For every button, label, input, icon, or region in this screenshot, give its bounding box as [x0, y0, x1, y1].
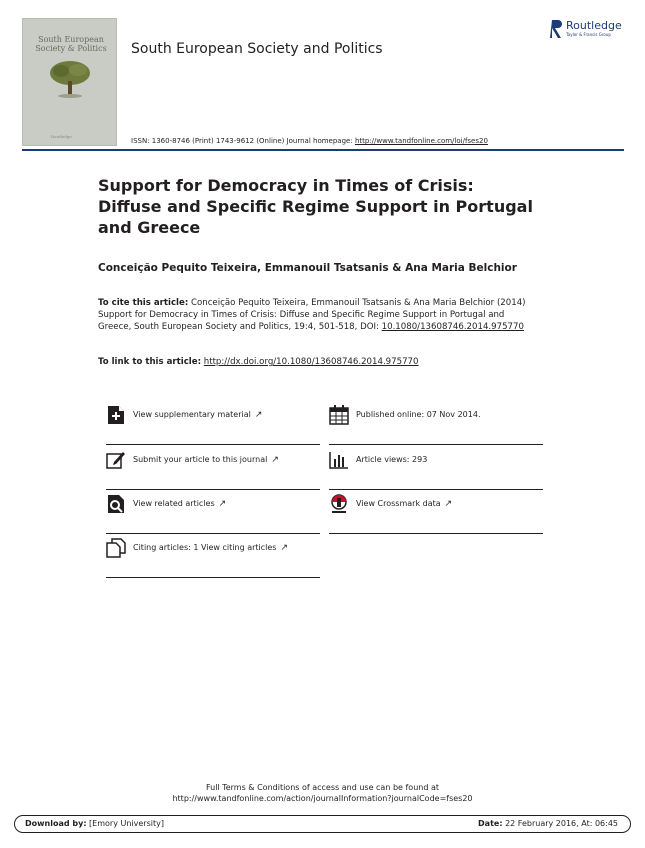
row-divider	[106, 577, 320, 578]
external-link-icon: ↗	[280, 543, 288, 553]
row-divider	[106, 444, 320, 445]
documents-icon	[106, 538, 126, 558]
bar-chart-icon	[329, 450, 349, 470]
submit-article[interactable]	[106, 450, 320, 490]
terms-notice	[0, 782, 645, 804]
views-label: Article views: 293	[356, 455, 428, 464]
calendar-icon	[329, 405, 349, 425]
publisher-logo[interactable]	[550, 18, 630, 42]
view-supplementary-material[interactable]	[106, 405, 320, 445]
related-label	[133, 499, 226, 509]
row-divider	[106, 489, 320, 490]
published-label: Published online: 07 Nov 2014.	[356, 410, 481, 419]
cite-label: To cite this article:	[98, 298, 189, 308]
view-related-articles[interactable]	[106, 494, 320, 534]
publisher-tagline: Taylor & Francis Group	[566, 32, 611, 37]
terms-line1: Full Terms & Conditions of access and use can be found at	[205, 783, 439, 792]
crossmark-text: View Crossmark data	[356, 499, 441, 508]
supplementary-label	[133, 410, 262, 420]
external-link-icon: ↗	[444, 499, 453, 509]
citing-label	[133, 543, 288, 553]
crossmark-label	[356, 499, 452, 509]
cover-title-line1: South European	[38, 35, 104, 44]
download-date	[478, 819, 618, 828]
row-divider	[329, 489, 543, 490]
external-link-icon: ↗	[218, 499, 227, 509]
published-online	[329, 405, 543, 445]
header-divider	[22, 149, 624, 151]
journal-homepage-link[interactable]: http://www.tandfonline.com/loi/fses20	[354, 137, 488, 145]
issn-text: ISSN: 1360-8746 (Print) 1743-9612 (Online) Journal homepage:	[131, 137, 353, 145]
edit-icon	[106, 450, 126, 470]
related-text: View related articles	[133, 499, 215, 508]
row-divider	[106, 533, 320, 534]
publisher-name: Routledge	[566, 19, 622, 32]
view-crossmark-data[interactable]	[329, 494, 543, 534]
external-link-icon: ↗	[254, 410, 263, 420]
view-citing-articles[interactable]	[106, 538, 320, 578]
date-value: 22 February 2016, At: 06:45	[502, 819, 618, 828]
terms-url[interactable]: http://www.tandfonline.com/action/journalInformation?journalCode=fses20	[172, 794, 473, 803]
cover-title-line2: Society & Politics	[35, 44, 107, 53]
downloaded-by	[25, 819, 164, 828]
submit-label	[133, 455, 279, 465]
journal-cover-thumbnail	[22, 18, 117, 146]
issn-line	[131, 137, 488, 145]
cite-text: Conceição Pequito Teixeira, Emmanouil Tsatsanis & Ana Maria Belchior (2014) Support for Democracy in Times of Crisis: Diffuse and Specific Regime Support in Portugal and Greece, South European Society and Politics, 19:4, 501-518, DOI:	[98, 298, 526, 332]
download-info-bar	[14, 815, 631, 833]
citation-block	[98, 297, 528, 333]
cover-publisher: Routledge	[51, 134, 72, 139]
article-link-line	[98, 357, 419, 367]
tree-illustration-icon	[47, 59, 93, 99]
article-doi-link[interactable]: http://dx.doi.org/10.1080/13608746.2014.975770	[203, 357, 419, 367]
submit-text: Submit your article to this journal	[133, 455, 268, 464]
article-authors: Conceição Pequito Teixeira, Emmanouil Tsatsanis & Ana Maria Belchior	[98, 262, 517, 274]
row-divider	[329, 533, 543, 534]
citing-text: Citing articles: 1 View citing articles	[133, 543, 277, 552]
supplementary-text: View supplementary material	[133, 410, 251, 419]
row-divider	[329, 444, 543, 445]
link-label: To link to this article:	[98, 357, 202, 367]
search-document-icon	[106, 494, 126, 514]
downloaded-label: Download by:	[25, 819, 87, 828]
cite-doi-link[interactable]: 10.1080/13608746.2014.975770	[381, 322, 524, 332]
article-views	[329, 450, 543, 490]
journal-title: South European Society and Politics	[131, 41, 383, 57]
date-label: Date:	[478, 819, 503, 828]
cover-title	[29, 35, 113, 53]
downloaded-value: [Emory University]	[86, 819, 164, 828]
external-link-icon: ↗	[271, 455, 279, 465]
article-title: Support for Democracy in Times of Crisis: Diffuse and Specific Regime Support in Portugal and Greece	[98, 176, 533, 237]
crossmark-icon	[329, 494, 349, 514]
add-file-icon	[106, 405, 126, 425]
routledge-mark-icon	[550, 18, 563, 40]
